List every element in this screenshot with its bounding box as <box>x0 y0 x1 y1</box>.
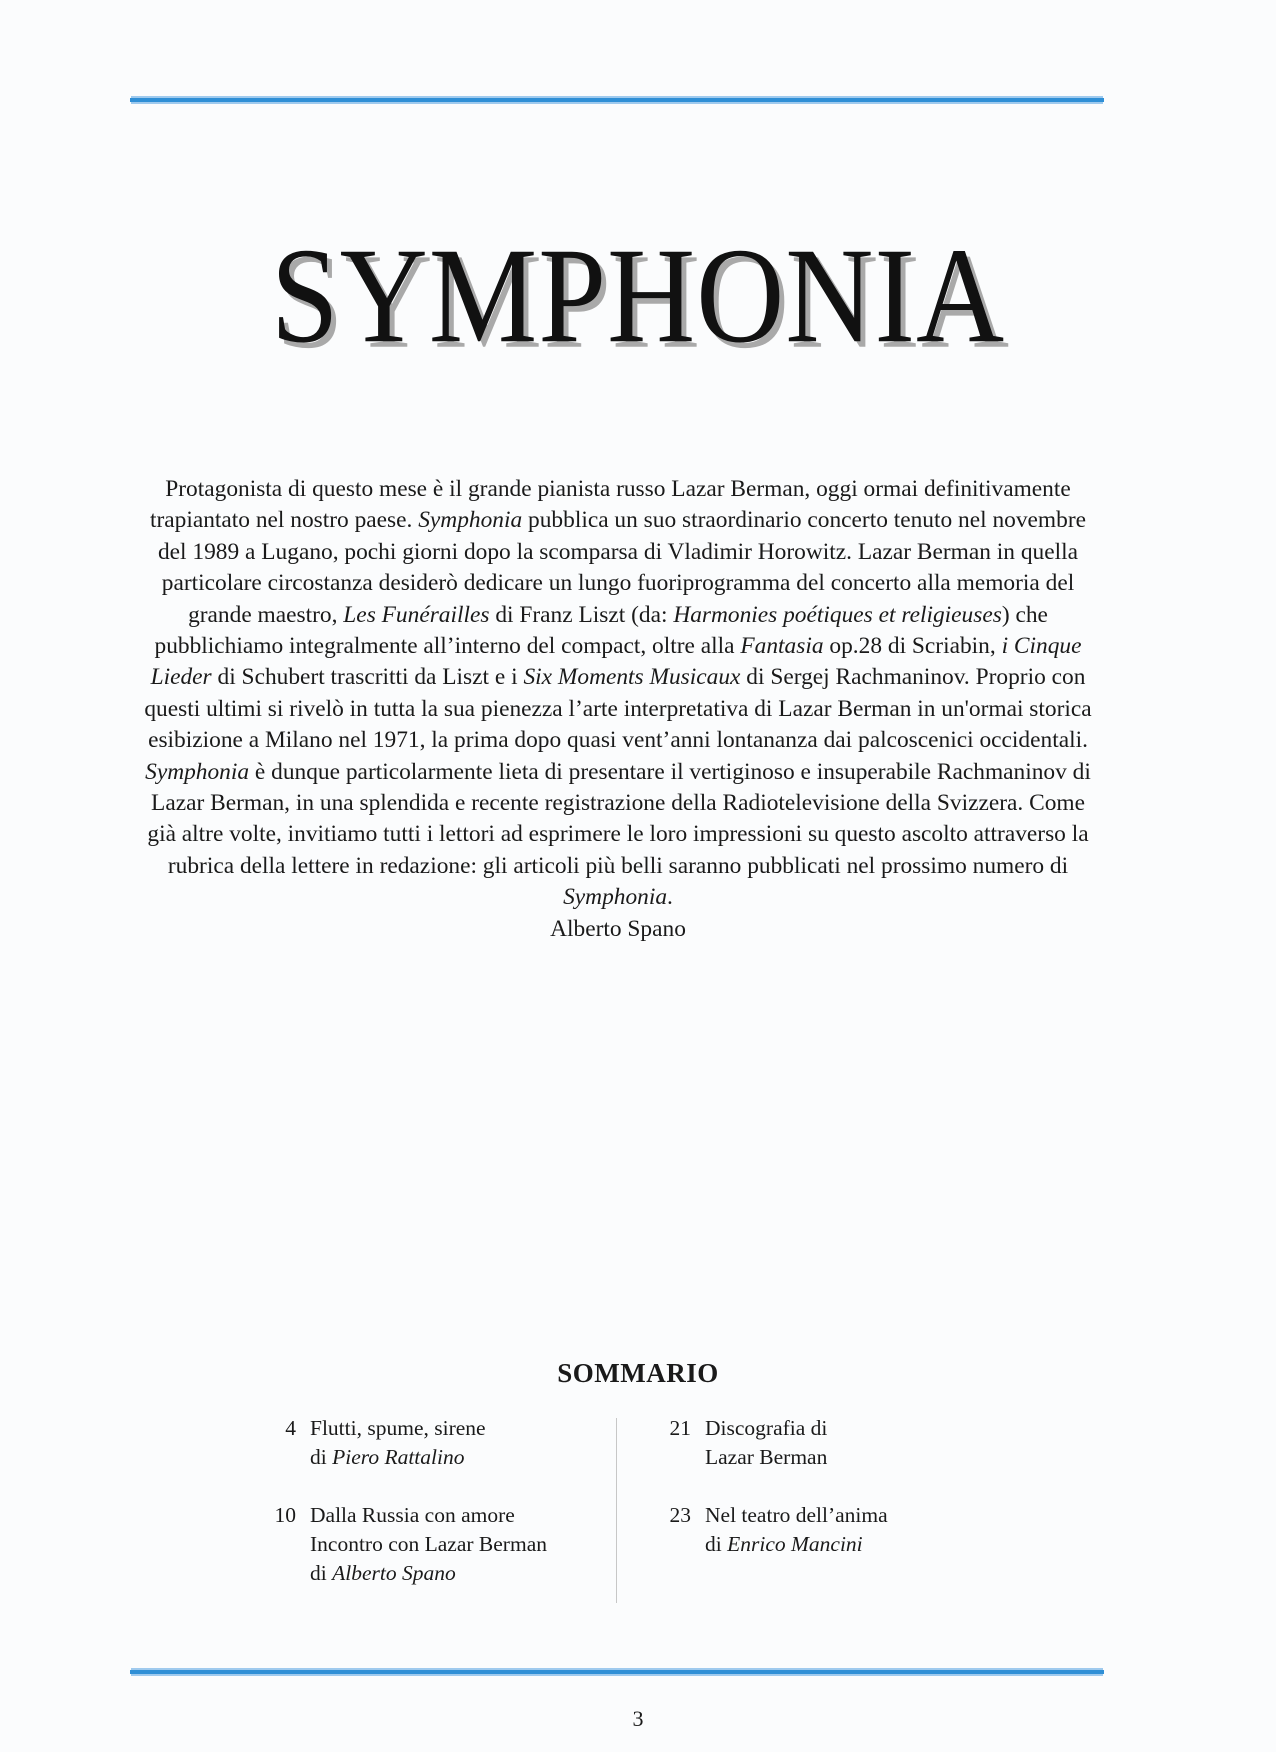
toc-author: Enrico Mancini <box>727 1532 863 1556</box>
toc-subtitle: Lazar Berman <box>705 1445 828 1469</box>
toc-author: Piero Rattalino <box>332 1445 465 1469</box>
top-rule <box>130 98 1104 102</box>
toc-page-number: 23 <box>669 1503 691 1527</box>
toc-page-number: 21 <box>669 1416 691 1440</box>
toc-entry[interactable] <box>645 1414 985 1472</box>
bottom-rule <box>130 1670 1104 1674</box>
toc-title: Discografia di <box>705 1416 828 1440</box>
toc-title: Flutti, spume, sirene <box>310 1416 486 1440</box>
toc-title: Dalla Russia con amore <box>310 1503 515 1527</box>
toc-author: Alberto Spano <box>332 1561 456 1585</box>
page-number: 3 <box>632 1706 644 1731</box>
toc-entry[interactable] <box>645 1501 985 1559</box>
toc-entry[interactable] <box>250 1501 590 1588</box>
summary-column-left <box>250 1414 590 1617</box>
magazine-title: SYMPHONIA <box>270 220 1006 372</box>
editorial-text: Protagonista di questo mese è il grande pianista russo Lazar Berman, oggi ormai definitivamente trapiantato nel nostro paese. Symphonia pubblica un suo straordinario concerto tenuto nel novembre del 1989 a Lugano, pochi giorni dopo la scomparsa di Vladimir Horowitz. Lazar Berman in quella particolare circostanza desiderò dedicare un lungo fuoriprogramma del concerto alla memoria del grande maestro, Les Funérailles di Franz Liszt (da: Harmonies poétiques et religieuses) che pubblichiamo integralmente all’interno del compact, oltre alla Fantasia op.28 di Scriabin, i Cinque Lieder di Schubert trascritti da Liszt e i Six Moments Musicaux di Sergej Rachmaninov. Proprio con questi ultimi si rivelò in tutta la sua pienezza l’arte interpretativa di Lazar Berman in un'ormai storica esibizione a Milano nel 1971, la prima dopo quasi vent’anni lontananza dai palcoscenici occidentali. Symphonia è dunque particolarmente lieta di presentare il vertiginoso e insuperabile Rachmaninov di Lazar Berman, in una splendida e recente registrazione della Radiotelevisione della Svizzera. Come già altre volte, invitiamo tutti i lettori ad esprimere le loro impressioni su questo ascolto attraverso la rubrica della lettere in redazione: gli articoli più belli saranno pubblicati nel prossimo numero di Symphonia. Alberto Spano <box>140 474 1096 945</box>
toc-page-number: 10 <box>274 1503 296 1527</box>
summary-heading: SOMMARIO <box>557 1358 719 1388</box>
summary-divider <box>616 1418 617 1603</box>
toc-subtitle: Incontro con Lazar Berman <box>310 1532 547 1556</box>
toc-entry[interactable] <box>250 1414 590 1472</box>
toc-author-line: di Enrico Mancini <box>705 1532 863 1556</box>
toc-author-line: di Piero Rattalino <box>310 1445 465 1469</box>
toc-page-number: 4 <box>285 1416 296 1440</box>
toc-title: Nel teatro dell’anima <box>705 1503 888 1527</box>
editorial-signature: Alberto Spano <box>550 915 686 942</box>
summary-column-right <box>645 1414 985 1588</box>
toc-author-line: di Alberto Spano <box>310 1561 456 1585</box>
